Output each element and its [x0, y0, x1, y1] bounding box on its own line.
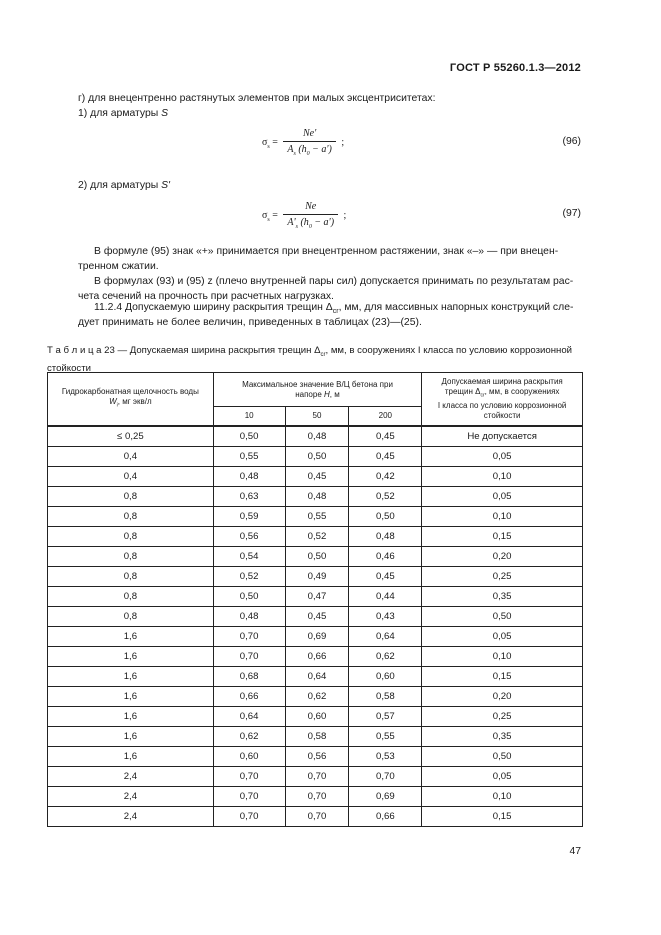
- table-cell: 0,15: [422, 526, 583, 546]
- table-cell: 0,70: [213, 626, 285, 646]
- table-row: [48, 646, 583, 666]
- table-cell: 0,05: [422, 766, 583, 786]
- column-header-crack-width: [422, 373, 583, 426]
- table-cell: 0,10: [422, 786, 583, 806]
- column-header-head-50: 50: [285, 407, 349, 426]
- table-cell: 0,48: [349, 526, 422, 546]
- table-cell: 0,20: [422, 686, 583, 706]
- table-cell: 0,8: [48, 566, 214, 586]
- table-caption-text: 23 — Допускаемая ширина раскрытия трещин Δ: [101, 345, 321, 356]
- formula-97-den-rest: (h: [300, 217, 309, 228]
- table-caption-sub: cr: [320, 351, 326, 358]
- formula-97-fraction: [283, 201, 338, 230]
- table-cell: 0,50: [349, 506, 422, 526]
- formula-97-denominator: [283, 215, 338, 230]
- table-cell: 0,50: [422, 746, 583, 766]
- formula-96-semicolon: ;: [341, 136, 345, 148]
- table-cell: 0,64: [213, 706, 285, 726]
- table-caption: [47, 344, 572, 375]
- table-cell: 0,8: [48, 526, 214, 546]
- table-cell: 0,70: [213, 646, 285, 666]
- table-cell: 0,10: [422, 646, 583, 666]
- table-cell: 0,70: [285, 806, 349, 826]
- table-cell: 0,8: [48, 546, 214, 566]
- intro-line-1: [78, 106, 168, 121]
- table-row: [48, 726, 583, 746]
- column-group-header-a: Максимальное значение В/Ц бетона при: [242, 379, 393, 389]
- paragraph-3-text: 11.2.4 Допускаемую ширину раскрытия трещин Δ: [94, 302, 333, 313]
- table-cell: 0,66: [349, 806, 422, 826]
- formula-97-eq: =: [272, 209, 278, 221]
- var-s: S: [161, 108, 169, 119]
- table-cell: 0,55: [213, 446, 285, 466]
- table-row: [48, 766, 583, 786]
- table-cell: 0,52: [213, 566, 285, 586]
- column-header-head-10: 10: [213, 407, 285, 426]
- column-group-header-unit: , м: [329, 389, 340, 399]
- data-table: [47, 372, 583, 827]
- table-cell: 0,70: [213, 766, 285, 786]
- table-cell: 0,10: [422, 466, 583, 486]
- table-cell: 0,52: [285, 526, 349, 546]
- table-cell: 0,70: [213, 806, 285, 826]
- table-cell: 0,48: [213, 466, 285, 486]
- table-row: [48, 786, 583, 806]
- table-cell: 0,46: [349, 546, 422, 566]
- table-cell: 0,35: [422, 726, 583, 746]
- table-cell: 0,50: [285, 546, 349, 566]
- table-cell: 0,50: [422, 606, 583, 626]
- formula-96-numerator: Ne': [283, 128, 336, 142]
- table-cell: 1,6: [48, 706, 214, 726]
- table-cell: 0,50: [213, 586, 285, 606]
- column-group-header-wc: [213, 373, 422, 407]
- table-row: [48, 606, 583, 626]
- formula-97-den-sub: s: [295, 224, 298, 230]
- table-row: [48, 746, 583, 766]
- table-cell: 0,47: [285, 586, 349, 606]
- formula-96-den-sub2: 0: [306, 151, 310, 157]
- var-s-prime: S': [161, 180, 171, 191]
- column-group-header-b: напоре: [295, 389, 322, 399]
- formula-97: [262, 201, 346, 230]
- page-number: 47: [569, 846, 581, 857]
- formula-96-fraction: [283, 128, 336, 157]
- formula-96-den-rest: (h: [298, 144, 307, 155]
- table-cell: 0,66: [213, 686, 285, 706]
- table-cell: 0,62: [213, 726, 285, 746]
- table-cell: 0,25: [422, 706, 583, 726]
- table-body: [48, 426, 583, 827]
- table-cell: 0,68: [213, 666, 285, 686]
- paragraph-3-sub: cr: [332, 308, 339, 316]
- table-row: [48, 446, 583, 466]
- column-header-alkalinity: Гидрокарбонатная щелочность воды $W_i$, мг экв/л: [48, 373, 214, 426]
- table-cell: 0,15: [422, 806, 583, 826]
- table-cell: 0,66: [285, 646, 349, 666]
- table-cell: 0,64: [349, 626, 422, 646]
- table-cell: 0,8: [48, 586, 214, 606]
- equation-number-97: (97): [562, 208, 581, 219]
- table-cell: 1,6: [48, 646, 214, 666]
- formula-97-den-a: A': [287, 217, 296, 228]
- table-cell: 0,05: [422, 446, 583, 466]
- paragraph-1-line-1: В формуле (95) знак «+» принимается при внецентренном растяжении, знак «–» — при внецен-: [94, 246, 559, 257]
- formula-96-denominator: [283, 142, 336, 157]
- paragraph-2-line-1: В формулах (93) и (95) z (плечо внутренней пары сил) допускается принимать по результатам рас-: [94, 276, 574, 287]
- table-row: [48, 466, 583, 486]
- table-row: [48, 666, 583, 686]
- column-header-crack-e: стойкости: [483, 410, 521, 420]
- table-cell: 0,43: [349, 606, 422, 626]
- table-cell: 0,57: [349, 706, 422, 726]
- table-cell: 0,49: [285, 566, 349, 586]
- table-cell: 0,58: [349, 686, 422, 706]
- table-cell: 0,25: [422, 566, 583, 586]
- formula-96-den-tail: − a'): [312, 144, 332, 155]
- formula-97-numerator: Ne: [283, 201, 338, 215]
- table-cell: 1,6: [48, 666, 214, 686]
- column-header-alkalinity-var: W: [109, 396, 117, 406]
- table-cell: 0,45: [349, 426, 422, 447]
- table-cell: 0,55: [349, 726, 422, 746]
- table-row: [48, 546, 583, 566]
- table-cell: 0,20: [422, 546, 583, 566]
- table-cell: 0,63: [213, 486, 285, 506]
- paragraph-3-tail: , мм, для массивных напорных конструкций сле-: [338, 302, 574, 313]
- table-cell: 0,35: [422, 586, 583, 606]
- table-caption-label: Т а б л и ц а: [47, 345, 102, 356]
- formula-96: [262, 128, 344, 157]
- table-cell: 0,45: [349, 446, 422, 466]
- table-cell: 0,05: [422, 486, 583, 506]
- table-cell: 0,60: [213, 746, 285, 766]
- formula-97-lhs: σ: [262, 209, 268, 221]
- table-cell: 1,6: [48, 686, 214, 706]
- table-cell: 0,69: [285, 626, 349, 646]
- table-cell: 0,52: [349, 486, 422, 506]
- table-cell: 0,70: [285, 786, 349, 806]
- table-cell: 1,6: [48, 626, 214, 646]
- column-header-head-200: 200: [349, 407, 422, 426]
- table-cell: 0,45: [285, 466, 349, 486]
- formula-97-den-tail: − a'): [314, 217, 335, 228]
- paragraph-2-line-2: чета сечений на прочность при расчетных нагрузках.: [78, 291, 334, 302]
- intro-line-2-text: 2) для арматуры: [78, 180, 159, 191]
- column-header-crack-c: , мм, в сооружениях: [484, 386, 560, 396]
- paragraph-1-line-2: тренном сжатии.: [78, 261, 159, 272]
- table-cell: 0,8: [48, 486, 214, 506]
- table-cell: 0,59: [213, 506, 285, 526]
- table-row: [48, 506, 583, 526]
- table-cell: 0,05: [422, 626, 583, 646]
- table-row: [48, 526, 583, 546]
- table-cell: 0,53: [349, 746, 422, 766]
- formula-97-semicolon: ;: [343, 209, 347, 221]
- table-row: [48, 486, 583, 506]
- table-caption-line2: стойкости: [47, 362, 91, 374]
- formula-96-den-a: A: [287, 144, 294, 155]
- table-row: [48, 686, 583, 706]
- table-cell: 2,4: [48, 766, 214, 786]
- intro-line-1-text: 1) для арматуры: [78, 108, 159, 119]
- intro-line-2: [78, 178, 170, 193]
- table-cell: 0,4: [48, 446, 214, 466]
- table-cell: 0,44: [349, 586, 422, 606]
- formula-97-den-sub2: 0: [308, 224, 312, 230]
- table-cell: 0,56: [285, 746, 349, 766]
- table-cell: 0,8: [48, 506, 214, 526]
- document-header: ГОСТ Р 55260.1.3—2012: [449, 62, 581, 74]
- table-row: [48, 586, 583, 606]
- table-cell: 0,64: [285, 666, 349, 686]
- equation-number-96: (96): [562, 136, 581, 147]
- column-header-crack-sub: cr: [480, 392, 485, 399]
- table-cell: 2,4: [48, 786, 214, 806]
- table-cell: ≤ 0,25: [48, 426, 214, 447]
- table-cell: 0,70: [285, 766, 349, 786]
- column-header-crack-a: Допускаемая ширина раскрытия: [441, 376, 563, 386]
- formula-96-eq: =: [272, 136, 278, 148]
- formula-96-lhs-sub: s: [267, 143, 270, 150]
- table-row: [48, 426, 583, 447]
- intro-line-g: г) для внецентренно растянутых элементов при малых эксцентриситетах:: [78, 93, 436, 104]
- formula-96-den-sub: s: [293, 151, 296, 157]
- table-cell: 0,48: [285, 426, 349, 447]
- table-cell: 0,45: [285, 606, 349, 626]
- table-cell: 0,62: [285, 686, 349, 706]
- column-header-alkalinity-a: Гидрокарбонатная щелочность воды: [61, 386, 199, 396]
- table-cell: 0,60: [349, 666, 422, 686]
- table-cell: 0,70: [213, 786, 285, 806]
- table-cell: 0,60: [285, 706, 349, 726]
- table-cell: 0,50: [213, 426, 285, 447]
- table-cell: 0,45: [349, 566, 422, 586]
- table-cell: 1,6: [48, 746, 214, 766]
- column-header-alkalinity-unit: , мг экв/л: [117, 396, 152, 406]
- table-cell: 0,50: [285, 446, 349, 466]
- table-cell: 0,10: [422, 506, 583, 526]
- table-cell: 0,54: [213, 546, 285, 566]
- column-header-crack-b: трещин Δ: [444, 386, 481, 396]
- table-cell: 0,56: [213, 526, 285, 546]
- formula-97-lhs-sub: s: [267, 216, 270, 223]
- table-cell: 0,62: [349, 646, 422, 666]
- table-cell: 0,69: [349, 786, 422, 806]
- table-cell: 0,70: [349, 766, 422, 786]
- table-cell: 0,8: [48, 606, 214, 626]
- table-row: [48, 806, 583, 826]
- table-cell: 0,4: [48, 466, 214, 486]
- table-cell: 0,55: [285, 506, 349, 526]
- table-cell: 0,48: [285, 486, 349, 506]
- paragraph-3-line-2: дует принимать не более величин, приведенных в таблицах (23)—(25).: [78, 317, 422, 328]
- column-group-header-h: H: [324, 389, 330, 399]
- table-cell: 0,15: [422, 666, 583, 686]
- formula-96-lhs: σ: [262, 136, 268, 148]
- table-cell: 0,42: [349, 466, 422, 486]
- table-cell: 0,48: [213, 606, 285, 626]
- table-row: [48, 566, 583, 586]
- table-row: [48, 706, 583, 726]
- table-cell: 1,6: [48, 726, 214, 746]
- table-cell: 2,4: [48, 806, 214, 826]
- table-caption-tail: , мм, в сооружениях I класса по условию коррозионной: [325, 345, 573, 356]
- table-cell: Не допускается: [422, 426, 583, 447]
- table-row: [48, 626, 583, 646]
- table-cell: 0,58: [285, 726, 349, 746]
- column-header-crack-d: I класса по условию коррозионной: [437, 400, 567, 410]
